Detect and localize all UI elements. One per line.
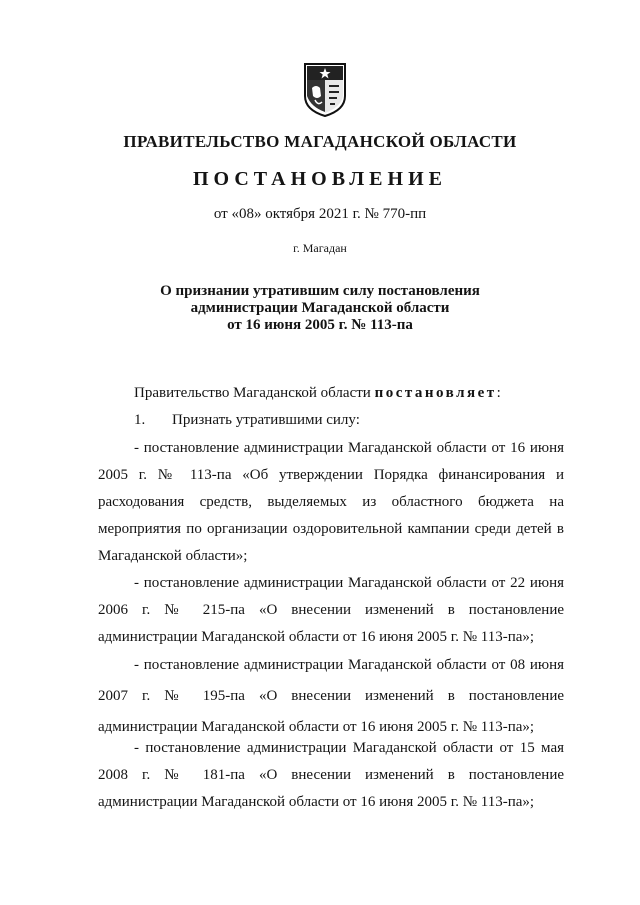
magadan-coat-of-arms-icon	[303, 62, 347, 118]
document-subject	[0, 283, 640, 334]
document-type: ПОСТАНОВЛЕНИЕ	[193, 168, 447, 190]
item-text: Признать утратившими силу:	[172, 412, 360, 428]
paragraph: - постановление администрации Магаданской области от 15 мая 2008 г. № 181-па «О внесении изменений в постановление администрации Магаданской области от 16 июня 2005 г. № 113-па»;	[98, 740, 564, 810]
document-date-number: от «08» октября 2021 г. № 770-пп	[213, 206, 427, 222]
document-place: г. Магадан	[293, 241, 347, 255]
subject-line: от 16 июня 2005 г. № 113-па	[227, 317, 413, 333]
preamble-text: Правительство Магаданской области	[134, 385, 375, 401]
list-item	[134, 410, 564, 430]
preamble-verb: постановляет	[374, 385, 497, 401]
government-title: ПРАВИТЕЛЬСТВО МАГАДАНСКОЙ ОБЛАСТИ	[123, 132, 517, 151]
paragraph: - постановление администрации Магаданской области от 22 июня 2006 г. № 215-па «О внесении изменений в постановление администрации Магаданской области от 16 июня 2005 г. № 113-па»;	[98, 575, 564, 645]
preamble-end: :	[496, 385, 501, 401]
paragraph: - постановление администрации Магаданской области от 08 июня 2007 г. № 195-па «О внесении изменений в постановление администрации Магаданской области от 16 июня 2005 г. № 113-па»;	[98, 657, 564, 735]
subject-line: О признании утратившим силу постановления	[160, 283, 480, 299]
subject-line: администрации Магаданской области	[190, 300, 450, 316]
paragraph: - постановление администрации Магаданской области от 16 июня 2005 г. № 113-па «Об утверждении Порядка финансирования и расходования средств, выделяемых из областного бюджета на мероприятия по организации оздоровительной кампании среди детей в Магаданской области»;	[98, 440, 564, 564]
preamble	[134, 383, 564, 403]
item-number: 1.	[134, 412, 146, 428]
